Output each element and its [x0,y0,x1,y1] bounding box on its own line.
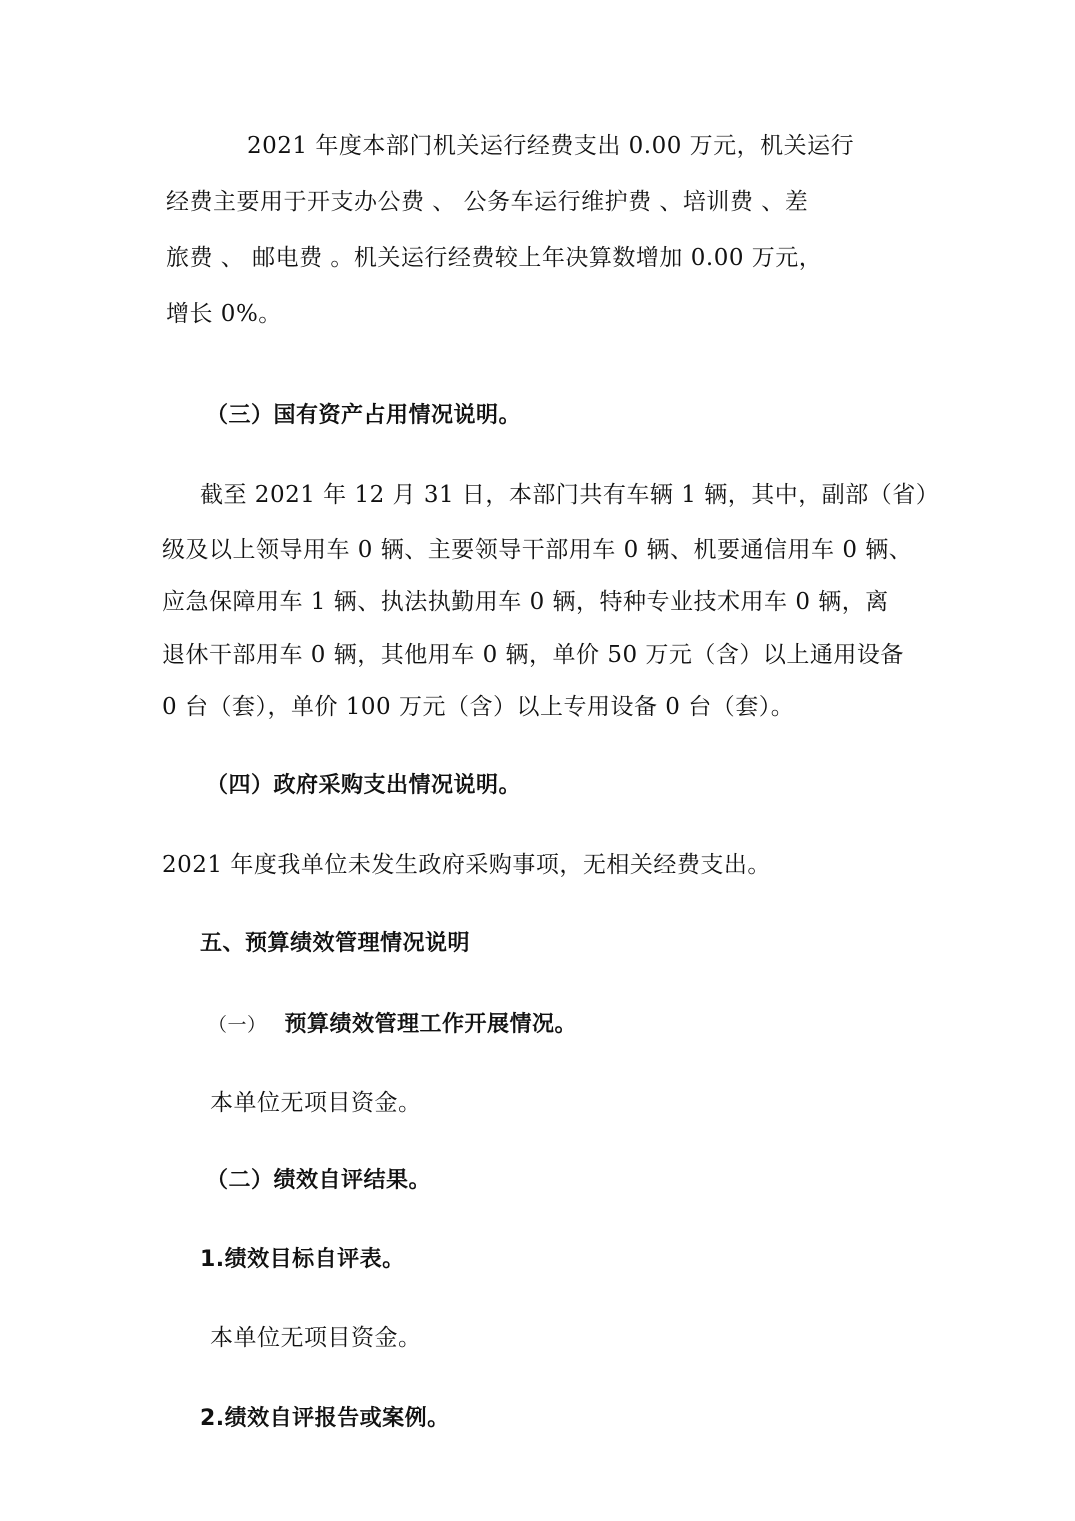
item-heading-report: 2.绩效自评报告或案例。 [200,1406,450,1431]
section-heading-procurement: （四）政府采购支出情况说明。 [206,773,522,798]
paragraph-line: 截至 2021 年 12 月 31 日，本部门共有车辆 1 辆，其中，副部（省） [200,482,940,508]
subsection-heading-work [208,1010,577,1040]
paragraph-line: 2021 年度本部门机关运行经费支出 0.00 万元，机关运行 [247,133,855,159]
section-heading-assets: （三）国有资产占用情况说明。 [206,403,522,428]
subsection-title: 预算绩效管理工作开展情况。 [284,1012,578,1037]
paragraph-line: 0 台（套），单价 100 万元（含）以上专用设备 0 台（套）。 [162,694,795,720]
paragraph-line: 旅费 、 邮电费 。机关运行经费较上年决算数增加 0.00 万元， [166,245,823,271]
paragraph-line: 增长 0%。 [166,301,282,327]
item-heading-target-table: 1.绩效目标自评表。 [200,1247,405,1272]
paragraph-line: 应急保障用车 1 辆、执法执勤用车 0 辆，特种专业技术用车 0 辆，离 [162,589,889,615]
paragraph-line: 退休干部用车 0 辆，其他用车 0 辆，单价 50 万元（含）以上通用设备 [162,642,904,668]
section-heading-performance: 五、预算绩效管理情况说明 [200,931,471,956]
paragraph-line: 经费主要用于开支办公费 、 公务车运行维护费 、培训费 、差 [166,189,809,215]
paragraph-line: 2021 年度我单位未发生政府采购事项，无相关经费支出。 [162,852,771,878]
subsection-number: （一） [208,1014,267,1036]
paragraph-line: 级及以上领导用车 0 辆、主要领导干部用车 0 辆、机要通信用车 0 辆、 [162,537,913,563]
paragraph-line: 本单位无项目资金。 [210,1090,422,1116]
paragraph-line: 本单位无项目资金。 [210,1325,422,1351]
subsection-heading-results: （二）绩效自评结果。 [206,1168,432,1193]
